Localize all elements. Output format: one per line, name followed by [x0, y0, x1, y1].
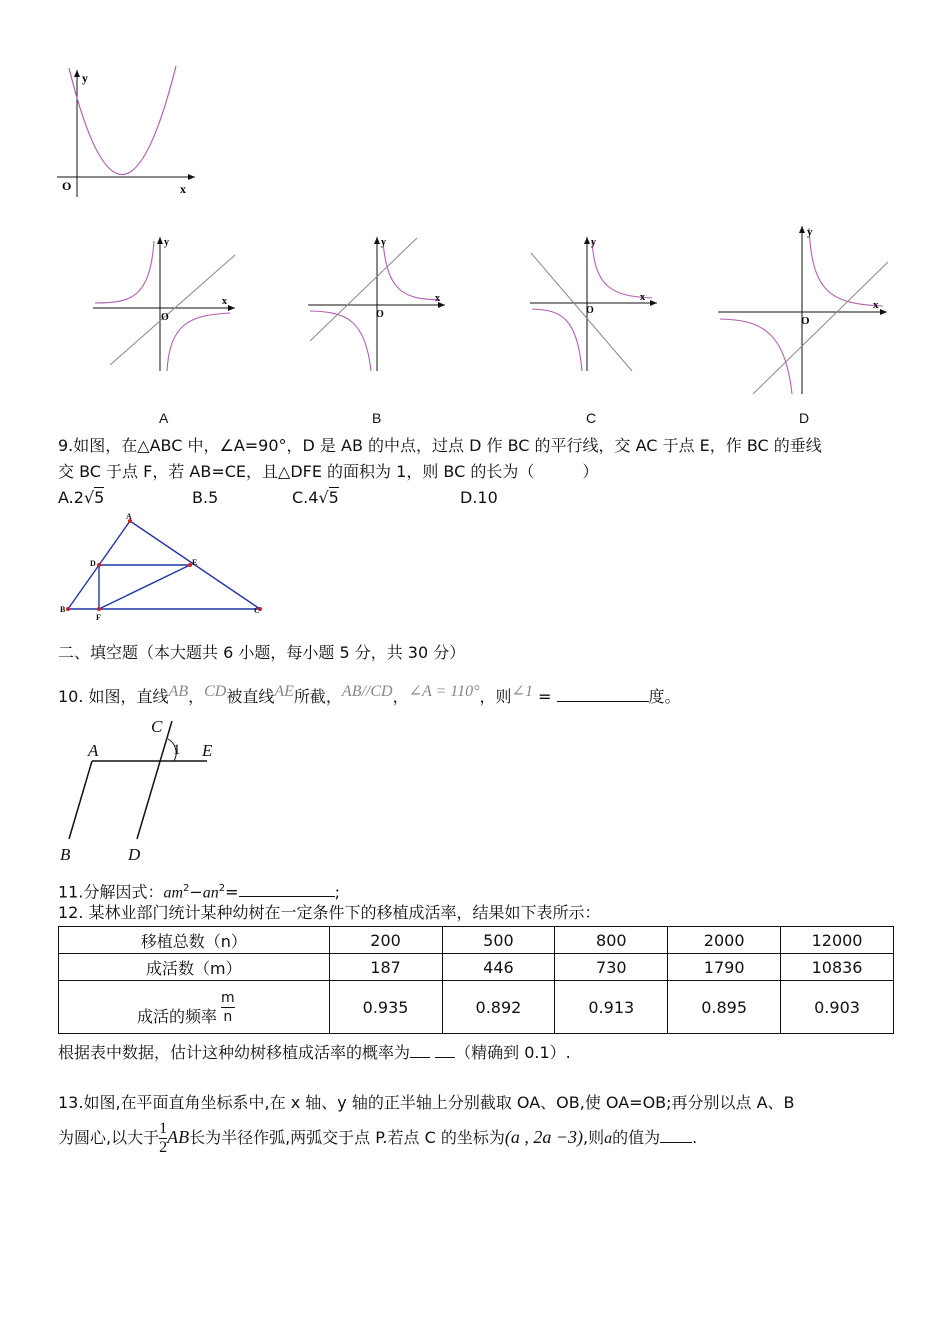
option-label-a: A — [159, 410, 169, 426]
table-cell: 200 — [329, 927, 442, 954]
axis-y-label: y — [807, 226, 813, 238]
fraction-numerator: m — [221, 989, 235, 1006]
origin-label: O — [161, 312, 169, 323]
q9-option-c: C.4 — [292, 488, 319, 507]
q10-point-d: D — [128, 845, 141, 864]
table-row-label: 成活数（m） — [59, 954, 330, 981]
q11-label: 11.分解因式： — [58, 882, 164, 902]
q9-option-a-radicand: 5 — [94, 488, 105, 507]
option-label-b: B — [372, 410, 382, 426]
q13-var-a: a — [604, 1130, 613, 1147]
q10-angle-a: ∠A = 110° — [408, 683, 480, 700]
q10-answer-blank[interactable] — [557, 685, 649, 702]
frequency-fraction — [221, 989, 235, 1026]
q9-text-line1: 9.如图，在△ABC 中，∠A=90°，D 是 AB 的中点，过点 D 作 BC 的平行线，交 AC 于点 E，作 BC 的垂线 — [58, 436, 822, 455]
q10-figure — [55, 713, 230, 865]
axis-x-label: x — [640, 292, 645, 303]
q13-text-part: 为圆心,以大于 — [58, 1128, 160, 1147]
axis-y-label: y — [164, 237, 169, 248]
q9-options — [58, 488, 498, 508]
q10-sep: ， — [392, 687, 409, 706]
table-cell: 500 — [442, 927, 555, 954]
q13-text-part: ,则 — [583, 1128, 605, 1147]
q12-after-text — [58, 1041, 571, 1063]
q11-equals: = — [225, 882, 239, 902]
q10-line-ae: AE — [274, 683, 294, 700]
table-cell: 0.903 — [781, 981, 894, 1034]
table-cell: 446 — [442, 954, 555, 981]
q10-text-part: 被直线 — [226, 687, 275, 706]
q10-text-part: 10. 如图，直线 — [58, 687, 169, 706]
q11-sup1: 2 — [183, 883, 190, 894]
q9-option-c-wrap — [292, 488, 339, 508]
q10-text — [58, 685, 681, 708]
q12-text: 12. 某林业部门统计某种幼树在一定条件下的移植成活率，结果如下表所示： — [58, 903, 601, 922]
table-row-label: 移植总数（n） — [59, 927, 330, 954]
q9-point-a: A — [126, 512, 132, 521]
q13-text-part: 的值为 — [612, 1128, 661, 1147]
q11-answer-blank[interactable] — [239, 880, 335, 897]
q9-point-c: C — [254, 606, 260, 615]
q11-expr2: an — [202, 884, 219, 902]
table-cell: 10836 — [781, 954, 894, 981]
table-cell: 800 — [555, 927, 668, 954]
q13-coordinate: (a , 2a −3) — [504, 1127, 583, 1147]
q10-point-a: A — [88, 741, 99, 760]
q9-option-a: A.2 — [58, 488, 84, 507]
q10-line-ab: AB — [168, 683, 189, 700]
axis-x-label: x — [435, 293, 440, 304]
q10-tail: 度。 — [648, 687, 681, 706]
sqrt-icon: √ — [83, 488, 95, 507]
fraction-denominator: 2 — [159, 1139, 168, 1156]
option-graph-c — [527, 233, 667, 373]
option-graph-a — [90, 233, 240, 373]
q11-expr1: am — [163, 884, 184, 902]
table-cell: 730 — [555, 954, 668, 981]
table-cell: 0.892 — [442, 981, 555, 1034]
q13-text-line1: 13.如图,在平面直角坐标系中,在 x 轴、y 轴的正半轴上分别截取 OA、OB,使 OA=OB;再分别以点 A、B — [58, 1093, 795, 1112]
q10-sep: ， — [188, 687, 205, 706]
axis-x-label: x — [180, 182, 186, 196]
q13-half-fraction — [159, 1120, 167, 1157]
option-label-c: C — [586, 410, 597, 426]
q9-triangle-figure — [58, 512, 268, 624]
table-cell: 0.895 — [668, 981, 781, 1034]
q10-line-cd: CD — [204, 683, 227, 700]
section-title: 二、填空题（本大题共 6 小题，每小题 5 分，共 30 分） — [58, 643, 466, 662]
q11-minus: − — [189, 882, 203, 902]
table-cell: 0.935 — [329, 981, 442, 1034]
origin-label: O — [586, 305, 594, 316]
option-graph-d — [715, 222, 895, 397]
q13-end: . — [692, 1128, 698, 1147]
table-row — [59, 954, 894, 981]
q9-point-f: F — [96, 613, 101, 622]
q10-equals: = — [532, 687, 557, 706]
frequency-label: 成活的频率 — [137, 1006, 218, 1026]
table-row-label — [59, 981, 330, 1034]
q11-sup2: 2 — [218, 883, 226, 894]
q9-text-line2: 交 BC 于点 F，若 AB=CE，且△DFE 的面积为 1，则 BC 的长为（ ） — [58, 462, 599, 481]
table-cell: 1790 — [668, 954, 781, 981]
q10-point-b: B — [60, 845, 71, 864]
table-row — [59, 927, 894, 954]
parabola-graph — [55, 62, 200, 202]
q10-text-part: 所截， — [293, 687, 342, 706]
table-cell: 12000 — [781, 927, 894, 954]
q12-answer-blank-2[interactable] — [435, 1041, 455, 1058]
q13-answer-blank[interactable] — [660, 1126, 692, 1143]
q10-angle-1: ∠1 — [511, 683, 533, 700]
table-row — [59, 981, 894, 1034]
sqrt-icon: √ — [318, 488, 329, 507]
q9-point-d: D — [90, 559, 96, 568]
table-cell: 0.913 — [555, 981, 668, 1034]
option-label-d: D — [799, 410, 810, 426]
q9-point-b: B — [60, 605, 66, 614]
q9-option-b: B.5 — [192, 488, 219, 507]
fraction-denominator: n — [223, 1008, 233, 1025]
q9-point-e: E — [192, 558, 198, 567]
axis-y-label: y — [591, 237, 596, 248]
axis-y-label: y — [381, 237, 386, 248]
q9-option-d: D.10 — [460, 488, 498, 507]
q11-end: ; — [334, 882, 340, 902]
q10-point-c: C — [151, 717, 163, 736]
axis-x-label: x — [222, 296, 227, 307]
table-cell: 2000 — [668, 927, 781, 954]
axis-x-label: x — [873, 299, 879, 311]
q13-text-part: 长为半径作弧,两弧交于点 P.若点 C 的坐标为 — [189, 1128, 505, 1147]
q10-angle-1-label: 1 — [173, 742, 181, 758]
q11-text — [58, 879, 340, 903]
q12-after-part2: （精确到 0.1）. — [455, 1043, 571, 1062]
axis-y-label: y — [82, 71, 88, 85]
q10-point-e: E — [202, 741, 213, 760]
q10-text-part: ，则 — [479, 687, 512, 706]
q12-answer-blank-1[interactable] — [410, 1041, 430, 1058]
q13-text-line2 — [58, 1120, 697, 1157]
origin-label: O — [62, 179, 72, 193]
fraction-numerator: 1 — [159, 1120, 168, 1137]
origin-label: O — [376, 309, 384, 320]
q10-parallel: AB//CD — [341, 683, 393, 700]
option-graph-b — [305, 233, 450, 373]
origin-label: O — [801, 315, 810, 327]
q12-after-part1: 根据表中数据，估计这种幼树移植成活率的概率为 — [58, 1043, 411, 1062]
q12-table — [58, 926, 894, 1034]
q9-option-c-radicand: 5 — [328, 488, 339, 507]
q13-segment-ab: AB — [167, 1127, 190, 1147]
table-cell: 187 — [329, 954, 442, 981]
